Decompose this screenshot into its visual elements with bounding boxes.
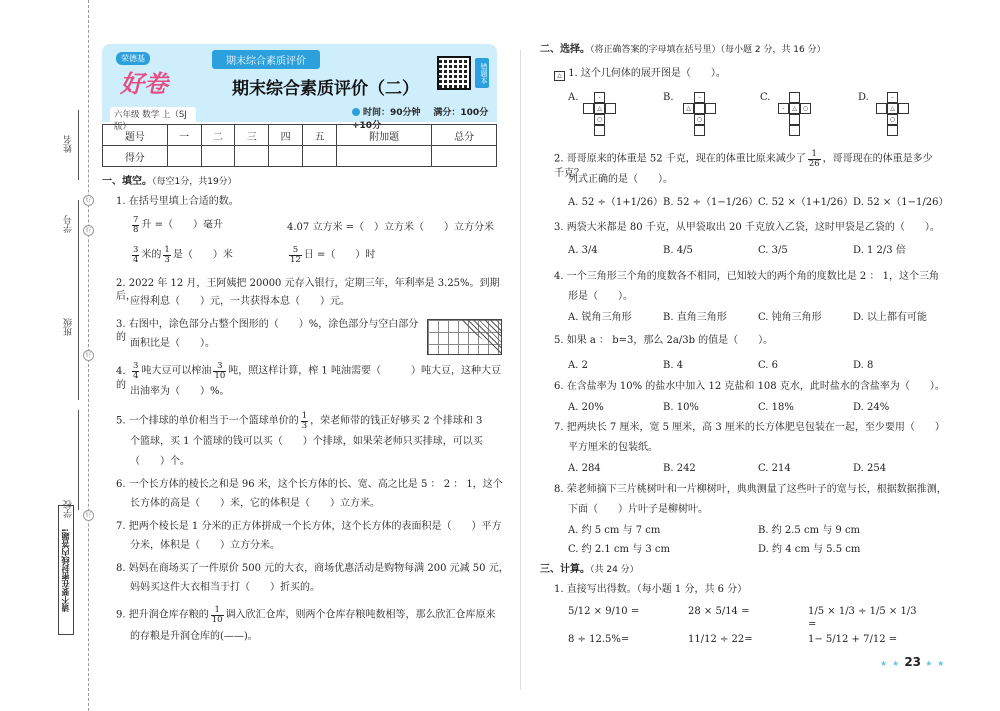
option-a[interactable]: A. 284 <box>568 463 601 474</box>
option-a[interactable]: A. 约 5 cm 与 7 cm <box>568 525 661 536</box>
seal-circle: 好 <box>83 225 94 236</box>
seal-circle: 好 <box>83 195 94 206</box>
option-a[interactable]: A. 20% <box>568 402 604 413</box>
class-label: 班级 <box>64 318 74 336</box>
qr-code-icon <box>437 56 471 90</box>
options-row <box>568 312 948 325</box>
calc-item: 5/12 × 9/10 = <box>568 606 640 617</box>
calc-row <box>568 634 928 647</box>
option-d[interactable]: D. 以上都有可能 <box>853 312 928 323</box>
option-a[interactable]: A. 52 ÷（1+1/26） <box>568 197 664 208</box>
banner-label: 期末综合素质评价 <box>212 50 320 69</box>
binding-strip <box>0 0 95 711</box>
question-1: 1. 在括号里填上合适的数。 <box>116 196 239 207</box>
question-8-cont: 下面（ ）片叶子是柳树叶。 <box>568 504 708 515</box>
shaded-grid-figure <box>427 319 502 355</box>
page-number: ★ ★ 23 ★ ★ <box>880 655 946 669</box>
page-number-text: 23 <box>904 655 922 669</box>
table-row <box>103 125 497 146</box>
score-cell[interactable] <box>432 146 497 167</box>
fraction: $\frac{1}{26}$ <box>808 149 820 169</box>
exam-header <box>102 44 497 132</box>
question-text: ，哥哥现在的体重是多少千克？ <box>554 153 933 179</box>
calc-item: 1− 5/12 + 7/12 = <box>808 634 898 645</box>
calc-item: 28 × 5/14 = <box>688 606 750 617</box>
brand-logo <box>110 52 196 132</box>
question-1 <box>554 68 954 81</box>
question-text: 9. 把升润仓库存粮的 <box>116 609 209 621</box>
option-d[interactable]: D. 1 2/3 倍 <box>853 245 906 256</box>
table-header-cell: 四 <box>269 125 303 146</box>
score-cell[interactable] <box>269 146 303 167</box>
option-a[interactable]: A. 锐角三角形 <box>568 312 632 323</box>
section-title: 一、填空。 <box>102 176 152 187</box>
option-label[interactable]: B. <box>663 92 674 103</box>
question-7-cont: 平方厘米的包装纸。 <box>568 442 658 453</box>
fraction: $\frac{3}{10}$ <box>214 361 226 381</box>
table-header-cell: 总分 <box>432 125 497 146</box>
option-c[interactable]: C. 约 2.1 cm 与 3 cm <box>568 544 670 555</box>
option-d[interactable]: D. 52 ×（1−1/26） <box>853 197 949 208</box>
brand-tag: 荣德基 <box>116 52 150 65</box>
question-1a <box>130 216 223 234</box>
question-2-cont: 列式正确的是（ ）。 <box>568 174 673 185</box>
options-row <box>568 245 948 258</box>
seal-circle: 好 <box>83 510 94 521</box>
section-heading <box>102 176 502 189</box>
question-text: 是（ ）米 <box>172 249 233 261</box>
question-1b: 4.07 立方米 =（ ）立方米（ ）立方分米 <box>287 222 495 233</box>
question-1c <box>130 246 233 264</box>
question-3-cont: 面积比是（ ）。 <box>130 338 215 349</box>
question-4-cont: 出油率为（ ）%。 <box>130 386 230 397</box>
section-note: （共 24 分） <box>590 565 639 575</box>
fraction: $\frac{1}{3}$ <box>164 245 170 265</box>
table-header-cell: 二 <box>201 125 235 146</box>
options-row <box>568 544 948 557</box>
section-heading <box>540 44 940 57</box>
question-text: ，荣老师带的钱正好够买 2 个排球和 3 <box>310 415 483 427</box>
cube-icon: △ <box>554 71 565 81</box>
options-row <box>568 360 948 373</box>
section-title: 三、计算。 <box>540 564 590 575</box>
grade-subject: 六年级 数学 上（SJ版） <box>110 107 196 133</box>
option-c[interactable]: C. 钝角三角形 <box>758 312 822 323</box>
class-blank[interactable] <box>78 280 79 400</box>
options-row <box>568 463 948 476</box>
question-text: 吨，照这样计算，榨 1 吨油需要（ ）吨大豆，这种大豆的 <box>116 365 501 391</box>
cube-net-a[interactable]: - △ ○ <box>578 92 622 140</box>
question-text: 2. 哥哥原来的体重是 52 千克，现在的体重比原来减少了 <box>554 153 806 165</box>
cube-net-d[interactable]: - △ ○ <box>871 92 915 140</box>
question-1: 1. 直接写出得数。（每小题 1 分，共 6 分） <box>554 584 748 595</box>
school-blank[interactable] <box>78 410 79 510</box>
question-1d <box>287 246 375 264</box>
option-b[interactable]: B. 直角三角形 <box>663 312 727 323</box>
option-b[interactable]: B. 约 2.5 cm 与 9 cm <box>758 525 861 536</box>
option-label[interactable]: D. <box>858 92 869 103</box>
question-6: 6. 一个长方体的棱长之和是 96 米，这个长方体的长、宽、高之比是 5 ： 2 ： 1，这个 <box>116 479 503 490</box>
option-b[interactable]: B. 10% <box>663 402 699 413</box>
question-3: 3. 两袋大米都是 80 千克，从甲袋取出 20 千克放入乙袋，这时甲袋是乙袋的（ ）。 <box>554 222 940 233</box>
question-4: 4. 一个三角形三个角的度数各不相同，已知较大的两个角的度数比是 2 ： 1，这个三角 <box>554 271 939 282</box>
question-8: 8. 荣老师摘下三片桃树叶和一片柳树叶，典典测量了这些叶子的宽与长，根据数据推测， <box>554 484 947 495</box>
fraction: $\frac{3}{4}$ <box>133 361 139 381</box>
question-text: 1. 这个几何体的展开图是（ ）。 <box>568 68 726 79</box>
question-8-cont: 妈妈买这件大衣相当于打（ ）折买的。 <box>130 582 320 593</box>
option-a[interactable]: A. 2 <box>568 360 588 371</box>
cube-net-c[interactable]: - △ ○ <box>773 92 817 140</box>
fraction: $\frac{1}{10}$ <box>211 605 223 625</box>
option-label[interactable]: A. <box>568 92 579 103</box>
option-b[interactable]: B. 4/5 <box>663 245 693 256</box>
table-header-cell: 题号 <box>103 125 168 146</box>
question-5: 5. 如果 a ： b=3，那么 2a/3b 的值是（ ）。 <box>554 335 774 346</box>
fraction: $\frac{1}{3}$ <box>301 411 308 431</box>
seal-warning: 请不要在密封线内答题! <box>58 505 74 635</box>
options-row <box>568 402 948 415</box>
option-a[interactable]: A. 3/4 <box>568 245 598 256</box>
question-7: 7. 把两块长 7 厘米，宽 5 厘米，高 3 厘米的长方体肥皂包装在一起，至少要用（ ） <box>554 422 945 433</box>
name-label: 姓名 <box>64 135 74 153</box>
question-6: 6. 在含盐率为 10% 的盐水中加入 12 克盐和 108 克水，此时盐水的含盐率为（ ）。 <box>554 381 945 392</box>
question-text: 吨大豆可以榨油 <box>141 365 212 377</box>
exam-score: 满分：100分+10分 <box>352 108 489 131</box>
student-id-label: 学号 <box>64 215 74 233</box>
option-b[interactable]: B. 52 ÷（1−1/26） <box>663 197 759 208</box>
school-label: 学校 <box>64 500 74 518</box>
question-2-cont: 应得利息（ ）元，一共获得本息（ ）元。 <box>130 296 350 307</box>
brand-name: 好卷 <box>120 70 168 98</box>
option-d[interactable]: D. 约 4 cm 与 5.5 cm <box>758 544 861 555</box>
question-6-cont: 长方体的高是（ ）米，它的体积是（ ）立方米。 <box>130 498 380 509</box>
question-text: 米的 <box>141 249 162 261</box>
score-table <box>102 124 497 167</box>
exam-time: 时间：90分钟 <box>363 108 421 118</box>
question-4: 4. $\frac{3}{4}$ 吨大豆可以榨油 $\frac{3}{10}$ 吨，照这样计算，榨 1 吨油需要（ ）吨大豆，这种大豆的 <box>116 361 501 391</box>
score-cell[interactable] <box>303 146 337 167</box>
question-text: 日 =（ ）时 <box>303 249 376 261</box>
options-row <box>568 525 948 538</box>
score-cell[interactable] <box>167 146 201 167</box>
section-heading <box>540 564 940 577</box>
option-d[interactable]: D. 254 <box>853 463 887 474</box>
question-text: 升 =（ ）毫升 <box>141 219 223 231</box>
table-row <box>103 146 497 167</box>
option-c[interactable]: C. 214 <box>758 463 791 474</box>
option-d[interactable]: D. 24% <box>853 402 890 413</box>
question-7-cont: 分米，体积是（ ）立方分米。 <box>130 540 280 551</box>
section-note: （每空1分，共19分） <box>152 177 237 187</box>
question-7: 7. 把两个棱长是 1 分米的正方体拼成一个长方体，这个长方体的表面积是（ ）平方 <box>116 521 502 532</box>
qr-tag: 错题本 <box>475 58 489 88</box>
table-header-cell: 附加题 <box>336 125 431 146</box>
table-header-cell: 一 <box>167 125 201 146</box>
option-c[interactable]: C. 52 ×（1+1/26） <box>758 197 854 208</box>
fraction: $\frac{5}{12}$ <box>290 245 301 265</box>
question-text: 调入欣汇仓库，则两个仓库存粮吨数相等，那么欣汇仓库原来 <box>225 609 496 621</box>
page-title: 期末综合素质评价（二） <box>232 79 419 99</box>
options-row <box>568 197 948 210</box>
option-b[interactable]: B. 4 <box>663 360 684 371</box>
fraction: $\frac{7}{8}$ <box>133 215 139 235</box>
calc-item: 11/12 ÷ 22= <box>688 634 753 645</box>
question-5-cont: 个篮球，买 1 个篮球的钱可以买（ ）个排球，如果荣老师只买排球，可以买 <box>130 436 483 447</box>
seal-circle: 好 <box>83 350 94 361</box>
option-d[interactable]: D. 8 <box>853 360 874 371</box>
question-2: 2. 2022 年 12 月，王阿姨把 20000 元存入银行，定期三年，年利率是 3.25%。到期后， <box>116 278 500 302</box>
cube-net-b[interactable]: - △ ○ <box>678 92 722 140</box>
score-cell[interactable] <box>201 146 235 167</box>
clock-icon <box>352 108 360 116</box>
option-b[interactable]: B. 242 <box>663 463 696 474</box>
score-cell[interactable] <box>336 146 431 167</box>
question-5 <box>116 412 482 430</box>
option-c[interactable]: C. 6 <box>758 360 779 371</box>
table-header-cell: 三 <box>235 125 269 146</box>
option-label[interactable]: C. <box>760 92 771 103</box>
option-c[interactable]: C. 18% <box>758 402 794 413</box>
question-3: 3. 右图中，涂色部分占整个图形的（ ）%，涂色部分与空白部分的 <box>116 319 419 343</box>
question-8: 8. 妈妈在商场买了一件原价 500 元的大衣，商场优惠活动是购物每满 200 元减 50 元， <box>116 563 509 574</box>
table-header-cell: 得分 <box>103 146 168 167</box>
section-note: （将正确答案的字母填在括号里）（每小题 2 分，共 16 分） <box>590 45 826 55</box>
fraction: $\frac{3}{4}$ <box>133 245 139 265</box>
name-blank[interactable] <box>78 110 79 180</box>
table-header-cell: 五 <box>303 125 337 146</box>
score-cell[interactable] <box>235 146 269 167</box>
option-c[interactable]: C. 3/5 <box>758 245 788 256</box>
calc-row <box>568 606 928 631</box>
question-4-cont: 形是（ ）。 <box>568 291 633 302</box>
calc-item: 8 ÷ 12.5%= <box>568 634 630 645</box>
question-9 <box>116 606 496 624</box>
section-title: 二、选择。 <box>540 44 590 55</box>
question-text: 5. 一个排球的单价相当于一个篮球单价的 <box>116 415 299 427</box>
question-9-cont: 的存粮是升润仓库的(——)。 <box>130 631 258 642</box>
question-5-cont: （ ）个。 <box>130 456 190 467</box>
calc-item: 1/5 × 1/3 ÷ 1/5 × 1/3 = <box>808 606 917 630</box>
